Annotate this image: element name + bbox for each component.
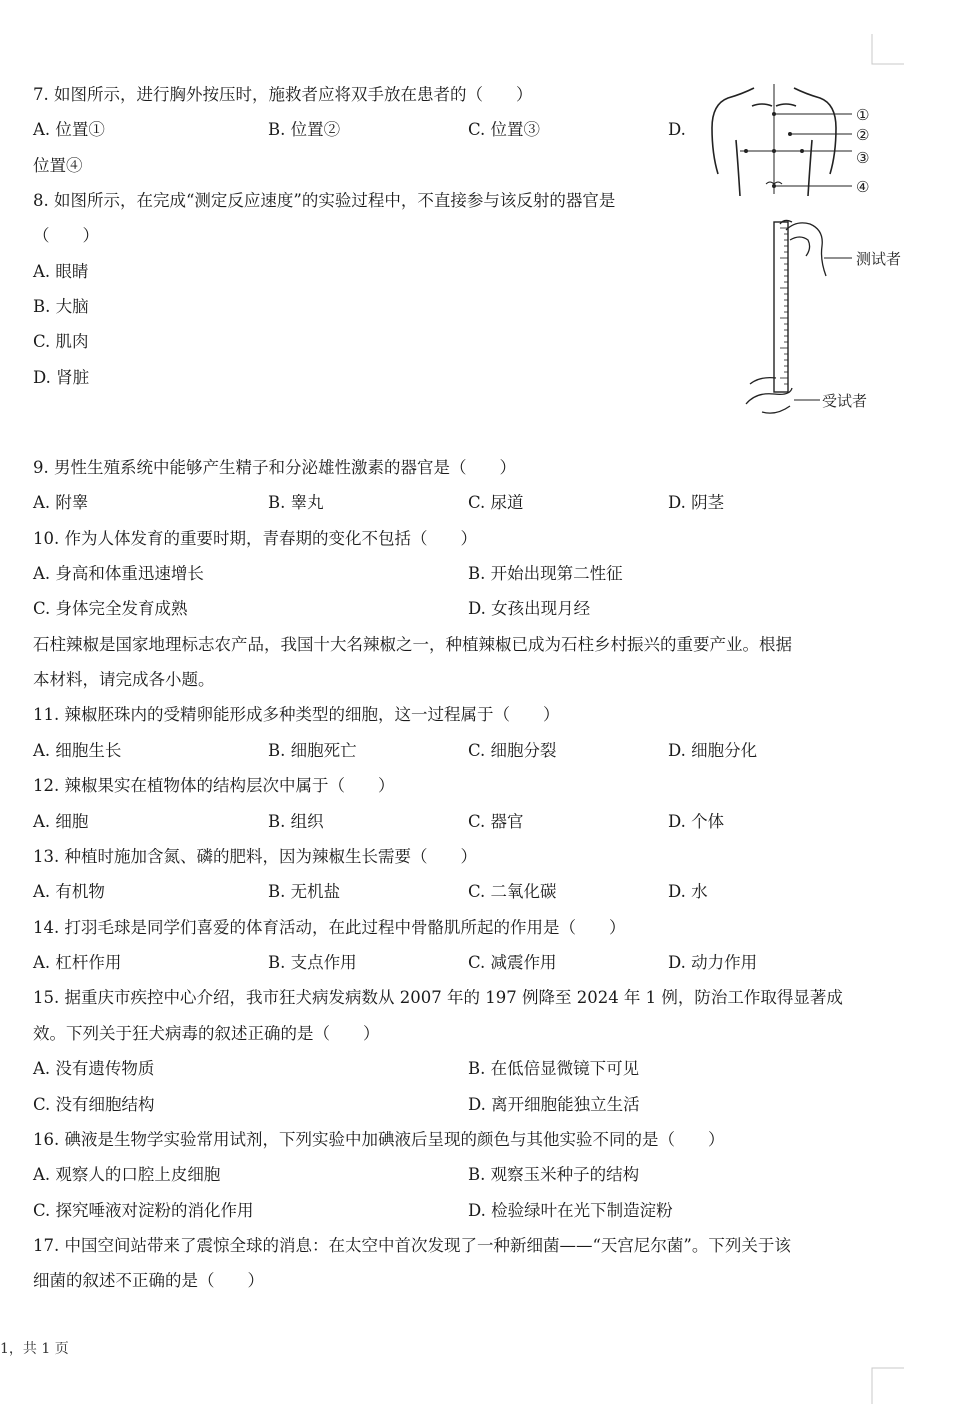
- question-12-option-d[interactable]: D. 个体: [668, 812, 725, 831]
- question-9-stem: 9. 男性生殖系统中能够产生精子和分泌雄性激素的器官是（ ）: [33, 458, 516, 477]
- question-9-option-c[interactable]: C. 尿道: [468, 493, 524, 512]
- question-8-option-d[interactable]: D. 肾脏: [33, 368, 90, 387]
- question-10-option-c[interactable]: C. 身体完全发育成熟: [33, 599, 188, 618]
- question-14-option-c[interactable]: C. 减震作用: [468, 953, 557, 972]
- question-16-option-a[interactable]: A. 观察人的口腔上皮细胞: [33, 1165, 221, 1184]
- question-7-option-d[interactable]: D.: [668, 120, 686, 139]
- question-16-option-b[interactable]: B. 观察玉米种子的结构: [468, 1165, 640, 1184]
- question-12-option-a[interactable]: A. 细胞: [33, 812, 89, 831]
- question-16-stem: 16. 碘液是生物学实验常用试剂，下列实验中加碘液后呈现的颜色与其他实验不同的是（ ）: [33, 1130, 725, 1149]
- question-15-option-d[interactable]: D. 离开细胞能独立生活: [468, 1095, 640, 1114]
- question-8-option-c[interactable]: C. 肌肉: [33, 332, 89, 351]
- chest-label-3: ③: [856, 149, 870, 167]
- question-15-option-a[interactable]: A. 没有遗传物质: [33, 1059, 155, 1078]
- question-10-stem: 10. 作为人体发育的重要时期，青春期的变化不包括（ ）: [33, 529, 477, 548]
- bottom-right-crop-mark: [868, 1366, 908, 1406]
- question-11-option-d[interactable]: D. 细胞分化: [668, 741, 758, 760]
- question-7-stem: 7. 如图所示，进行胸外按压时，施救者应将双手放在患者的（ ）: [33, 85, 533, 104]
- question-12-option-b[interactable]: B. 组织: [268, 812, 324, 831]
- question-13-option-a[interactable]: A. 有机物: [33, 882, 105, 901]
- chest-label-1: ①: [856, 106, 870, 124]
- question-12-stem: 12. 辣椒果实在植物体的结构层次中属于（ ）: [33, 776, 395, 795]
- question-14-option-a[interactable]: A. 杠杆作用: [33, 953, 122, 972]
- question-11-option-c[interactable]: C. 细胞分裂: [468, 741, 557, 760]
- question-12-option-c[interactable]: C. 器官: [468, 812, 524, 831]
- chest-compression-figure: [706, 84, 876, 206]
- question-15-option-b[interactable]: B. 在低倍显微镜下可见: [468, 1059, 640, 1078]
- question-14-option-b[interactable]: B. 支点作用: [268, 953, 357, 972]
- top-right-crop-mark: [868, 34, 908, 68]
- question-8-stem-continued: （ ）: [33, 226, 99, 245]
- question-15-stem: 15. 据重庆市疾控中心介绍，我市狂犬病发病数从 2007 年的 197 例降至 2024 年 1 例，防治工作取得显著成: [33, 988, 843, 1007]
- question-10-option-d[interactable]: D. 女孩出现月经: [468, 599, 591, 618]
- question-9-option-d[interactable]: D. 阴茎: [668, 493, 725, 512]
- question-11-option-a[interactable]: A. 细胞生长: [33, 741, 122, 760]
- question-7-option-a[interactable]: A. 位置①: [33, 120, 105, 139]
- question-15-option-c[interactable]: C. 没有细胞结构: [33, 1095, 155, 1114]
- question-16-option-d[interactable]: D. 检验绿叶在光下制造淀粉: [468, 1201, 673, 1220]
- question-16-option-c[interactable]: C. 探究唾液对淀粉的消化作用: [33, 1201, 254, 1220]
- question-11-option-b[interactable]: B. 细胞死亡: [268, 741, 357, 760]
- question-9-option-b[interactable]: B. 睾丸: [268, 493, 324, 512]
- question-10-option-b[interactable]: B. 开始出现第二性征: [468, 564, 623, 583]
- question-10-option-a[interactable]: A. 身高和体重迅速增长: [33, 564, 204, 583]
- chest-label-4: ④: [856, 178, 870, 196]
- question-17-stem: 17. 中国空间站带来了震惊全球的消息：在太空中首次发现了一种新细菌——“天宫尼尔菌”。下列关于该: [33, 1236, 791, 1255]
- question-8-option-a[interactable]: A. 眼睛: [33, 262, 89, 281]
- material-line-2: 本材料，请完成各小题。: [33, 670, 215, 689]
- question-13-option-c[interactable]: C. 二氧化碳: [468, 882, 557, 901]
- question-13-option-b[interactable]: B. 无机盐: [268, 882, 341, 901]
- material-line-1: 石柱辣椒是国家地理标志农产品，我国十大名辣椒之一，种植辣椒已成为石柱乡村振兴的重要产业。根据: [33, 635, 792, 654]
- question-13-option-d[interactable]: D. 水: [668, 882, 708, 901]
- question-7-option-d-continued[interactable]: 位置④: [33, 156, 83, 175]
- question-7-option-c[interactable]: C. 位置③: [468, 120, 541, 139]
- question-14-option-d[interactable]: D. 动力作用: [668, 953, 758, 972]
- question-9-option-a[interactable]: A. 附睾: [33, 493, 89, 512]
- tester-label: 测试者: [856, 250, 902, 268]
- question-17-stem-continued: 细菌的叙述不正确的是（ ）: [33, 1271, 264, 1290]
- question-8-option-b[interactable]: B. 大脑: [33, 297, 89, 316]
- subject-label: 受试者: [822, 392, 868, 410]
- question-8-stem: 8. 如图所示，在完成“测定反应速度”的实验过程中，不直接参与该反射的器官是: [33, 191, 616, 210]
- question-7-option-b[interactable]: B. 位置②: [268, 120, 341, 139]
- question-11-stem: 11. 辣椒胚珠内的受精卵能形成多种类型的细胞，这一过程属于（ ）: [33, 705, 560, 724]
- reaction-ruler-figure: [740, 216, 920, 422]
- question-15-stem-continued: 效。下列关于狂犬病毒的叙述正确的是（ ）: [33, 1024, 380, 1043]
- question-14-stem: 14. 打羽毛球是同学们喜爱的体育活动，在此过程中骨骼肌所起的作用是（ ）: [33, 918, 626, 937]
- question-13-stem: 13. 种植时施加含氮、磷的肥料，因为辣椒生长需要（ ）: [33, 847, 477, 866]
- page-footer: 1，共 1 页: [0, 1341, 69, 1357]
- chest-label-2: ②: [856, 126, 870, 144]
